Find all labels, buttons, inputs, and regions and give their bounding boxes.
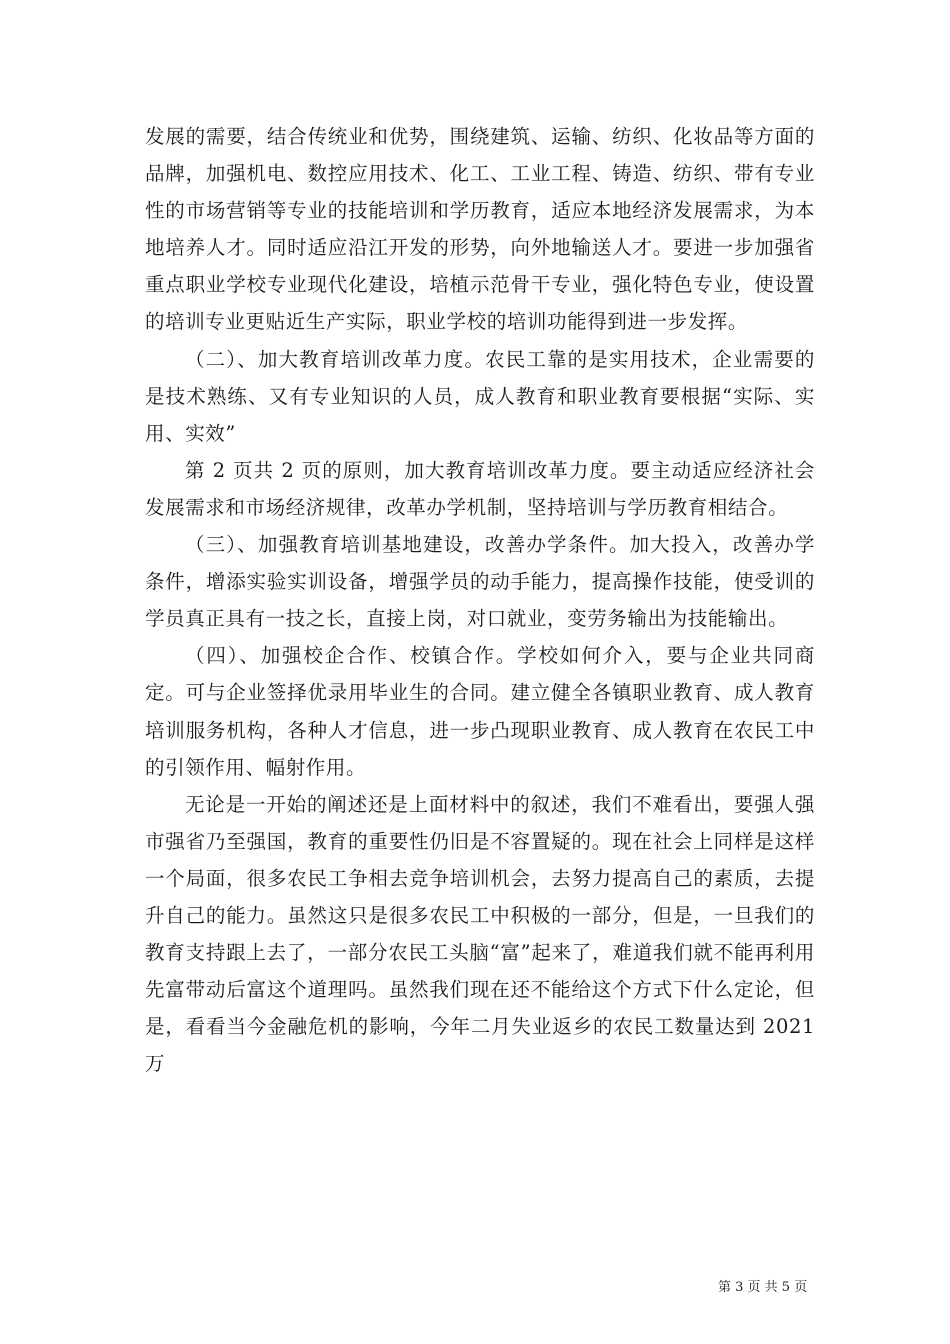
paragraph-base-construction: （三）、加强教育培训基地建设，改善办学条件。加大投入，改善办学条件，增添实验实训设备，增强学员的动手能力，提高操作技能，使受训的学员真正具有一技之长，直接上岗，对口就业，变劳务输出为技能输出。 — [145, 533, 815, 631]
paragraph-principle: 第 2 页共 2 页的原则，加大教育培训改革力度。要主动适应经济社会发展需求和市场经济规律，改革办学机制，坚持培训与学历教育相结合。 — [145, 458, 815, 519]
paragraph-reform: （二）、加大教育培训改革力度。农民工靠的是实用技术，企业需要的是技术熟练、又有专业知识的人员，成人教育和职业教育要根据“实际、实用、实效” — [145, 347, 815, 445]
document-body — [145, 118, 815, 1082]
paragraph-continuation: 发展的需要，结合传统业和优势，围绕建筑、运输、纺织、化妆品等方面的品牌，加强机电、数控应用技术、化工、工业工程、铸造、纺织、带有专业性的市场营销等专业的技能培训和学历教育，适应本地经济发展需求，为本地培养人才。同时适应沿江开发的形势，向外地输送人才。要进一步加强省重点职业学校专业现代化建设，培植示范骨干专业，强化特色专业，使设置的培训专业更贴近生产实际，职业学校的培训功能得到进一步发挥。 — [145, 125, 815, 334]
paragraph-cooperation: （四）、加强校企合作、校镇合作。学校如何介入，要与企业共同商定。可与企业签择优录用毕业生的合同。建立健全各镇职业教育、成人教育培训服务机构，各种人才信息，进一步凸现职业教育、成人教育在农民工中的引领作用、幅射作用。 — [145, 644, 815, 779]
page-number: 第 3 页 共 5 页 — [718, 1280, 808, 1295]
paragraph-conclusion: 无论是一开始的阐述还是上面材料中的叙述，我们不难看出，要强人强市强省乃至强国，教育的重要性仍旧是不容置疑的。现在社会上同样是这样一个局面，很多农民工争相去竞争培训机会，去努力提高自己的素质，去提升自己的能力。虽然这只是很多农民工中积极的一部分，但是，一旦我们的教育支持跟上去了，一部分农民工头脑“富”起来了，难道我们就不能再利用先富带动后富这个道理吗。虽然我们现在还不能给这个方式下什么定论，但是，看看当今金融危机的影响，今年二月失业返乡的农民工数量达到 2021 万 — [145, 792, 815, 1076]
